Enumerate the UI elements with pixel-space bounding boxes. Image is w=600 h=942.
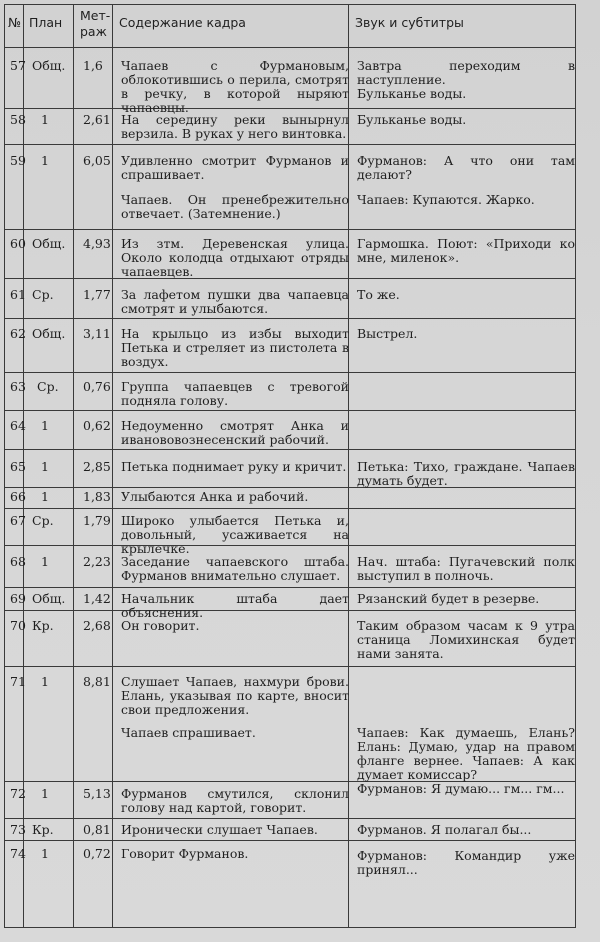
row-74-description: Говорит Фурманов. (121, 846, 249, 861)
row-69-plan: Общ. (32, 591, 66, 606)
row-74-num: 74 (10, 846, 26, 861)
row-68-num: 68 (10, 554, 26, 569)
row-72-num: 72 (10, 786, 26, 801)
row-57-sound-1: Завтра переходим в наступление. (357, 58, 575, 87)
header-content: Содержание кадра (119, 15, 246, 30)
row-67-num: 67 (10, 513, 26, 528)
header-metrazh-line1: Мет- (80, 8, 111, 23)
row-65-plan: 1 (41, 459, 49, 474)
row-60-length: 4,93 (83, 236, 111, 251)
row-72-plan: 1 (41, 786, 49, 801)
row-69-sound: Рязанский будет в резерве. (357, 591, 540, 606)
row-63-length: 0,76 (83, 379, 111, 394)
row-58-num: 58 (10, 112, 26, 127)
row-66-length: 1,83 (83, 489, 111, 504)
row-61-sound: То же. (357, 287, 400, 302)
header-metrazh-line2: раж (80, 24, 107, 39)
row-divider (5, 229, 575, 230)
row-70-num: 70 (10, 618, 26, 633)
header-plan: План (29, 15, 63, 30)
row-61-length: 1,77 (83, 287, 111, 302)
row-71-description-2: Чапаев спрашивает. (121, 725, 256, 740)
row-69-description: Начальник штаба дает объяснения. (121, 591, 349, 620)
row-62-description: На крыльцо из избы выходит Петька и стреляет из пистолета в воздух. (121, 326, 349, 369)
row-59-plan: 1 (41, 153, 49, 168)
row-73-num: 73 (10, 822, 26, 837)
row-70-sound: Таким образом часам к 9 утра станица Ломихинская будет нами занята. (357, 618, 575, 661)
row-62-num: 62 (10, 326, 26, 341)
row-59-description-2: Чапаев. Он пренебрежительно отвечает. (Затемнение.) (121, 192, 349, 221)
row-58-sound: Бульканье воды. (357, 112, 467, 127)
row-68-description: Заседание чапаевского штаба. Фурманов внимательно слушает. (121, 554, 349, 583)
row-divider (5, 318, 575, 319)
row-60-sound: Гармошка. Поют: «Приходи ко мне, миленок». (357, 236, 575, 265)
row-71-sound-2: Чапаев: Как думаешь, Елань? Елань: Думаю, удар на правом фланге вернее. Чапаев: А как думает комиссар? (357, 725, 575, 782)
row-65-num: 65 (10, 459, 26, 474)
row-65-description: Петька поднимает руку и кричит. (121, 459, 347, 474)
row-64-length: 0,62 (83, 418, 111, 433)
row-72-length: 5,13 (83, 786, 111, 801)
row-74-sound: Фурманов: Командир уже принял... (357, 848, 575, 877)
row-69-length: 1,42 (83, 591, 111, 606)
row-59-description: Удивленно смотрит Фурманов и спрашивает. (121, 153, 349, 182)
row-70-plan: Кр. (32, 618, 54, 633)
row-70-description: Он говорит. (121, 618, 200, 633)
row-65-length: 2,85 (83, 459, 111, 474)
row-divider (5, 372, 575, 373)
row-66-description: Улыбаются Анка и рабочий. (121, 489, 309, 504)
row-59-length: 6,05 (83, 153, 111, 168)
row-57-description: Чапаев с Фурмановым, облокотившись о перила, смотрят в речку, в которой ныряют чапаевцы. (121, 58, 349, 115)
row-66-num: 66 (10, 489, 26, 504)
row-64-num: 64 (10, 418, 26, 433)
row-62-sound: Выстрел. (357, 326, 418, 341)
row-divider (5, 840, 575, 841)
row-72-sound: Фурманов: Я думаю... гм... гм... (357, 781, 565, 796)
row-65-sound: Петька: Тихо, граждане. Чапаев думать будет. (357, 459, 575, 488)
row-61-plan: Ср. (32, 287, 54, 302)
row-64-plan: 1 (41, 418, 49, 433)
row-60-plan: Общ. (32, 236, 66, 251)
row-74-length: 0,72 (83, 846, 111, 861)
row-57-sound-2: Бульканье воды. (357, 86, 467, 101)
row-60-description: Из зтм. Деревенская улица. Около колодца отдыхают отряды чапаевцев. (121, 236, 349, 279)
row-63-description: Группа чапаевцев с тревогой подняла голову. (121, 379, 349, 408)
row-68-sound: Нач. штаба: Пугачевский полк выступил в полночь. (357, 554, 575, 583)
row-66-plan: 1 (41, 489, 49, 504)
row-73-description: Иронически слушает Чапаев. (121, 822, 318, 837)
row-67-plan: Ср. (32, 513, 54, 528)
row-divider (5, 587, 575, 588)
row-73-plan: Кр. (32, 822, 54, 837)
row-73-length: 0,81 (83, 822, 111, 837)
row-74-plan: 1 (41, 846, 49, 861)
row-61-num: 61 (10, 287, 26, 302)
row-58-plan: 1 (41, 112, 49, 127)
row-71-length: 8,81 (83, 674, 111, 689)
row-70-length: 2,68 (83, 618, 111, 633)
row-67-length: 1,79 (83, 513, 111, 528)
row-67-description: Широко улыбается Петька и, довольный, усаживается на крылечке. (121, 513, 349, 556)
row-divider (5, 666, 575, 667)
row-divider (5, 508, 575, 509)
header-num: № (8, 15, 22, 30)
row-57-length: 1,6 (83, 58, 103, 73)
header-divider (5, 47, 575, 48)
row-72-description: Фурманов смутился, склонил голову над картой, говорит. (121, 786, 349, 815)
row-71-num: 71 (10, 674, 26, 689)
row-62-length: 3,11 (83, 326, 111, 341)
header-sound: Звук и субтитры (355, 15, 464, 30)
row-62-plan: Общ. (32, 326, 66, 341)
row-64-description: Недоуменно смотрят Анка и иванововознесенский рабочий. (121, 418, 349, 447)
row-60-num: 60 (10, 236, 26, 251)
row-71-description: Слушает Чапаев, нахмури брови. Елань, указывая по карте, вносит свои предложения. (121, 674, 349, 717)
row-61-description: За лафетом пушки два чапаевца смотрят и улыбаются. (121, 287, 349, 316)
row-68-plan: 1 (41, 554, 49, 569)
row-divider (5, 449, 575, 450)
row-63-plan: Ср. (37, 379, 59, 394)
row-59-sound-2: Чапаев: Купаются. Жарко. (357, 192, 535, 207)
shot-list-table (4, 4, 576, 928)
row-58-description: На середину реки вынырнул верзила. В руках у него винтовка. (121, 112, 349, 141)
row-divider (5, 818, 575, 819)
row-63-num: 63 (10, 379, 26, 394)
row-69-num: 69 (10, 591, 26, 606)
row-divider (5, 410, 575, 411)
row-68-length: 2,23 (83, 554, 111, 569)
row-57-plan: Общ. (32, 58, 66, 73)
row-58-length: 2,61 (83, 112, 111, 127)
row-71-plan: 1 (41, 674, 49, 689)
row-divider (5, 144, 575, 145)
row-59-sound: Фурманов: А что они там делают? (357, 153, 575, 182)
row-73-sound: Фурманов. Я полагал бы... (357, 822, 532, 837)
row-57-num: 57 (10, 58, 26, 73)
row-59-num: 59 (10, 153, 26, 168)
